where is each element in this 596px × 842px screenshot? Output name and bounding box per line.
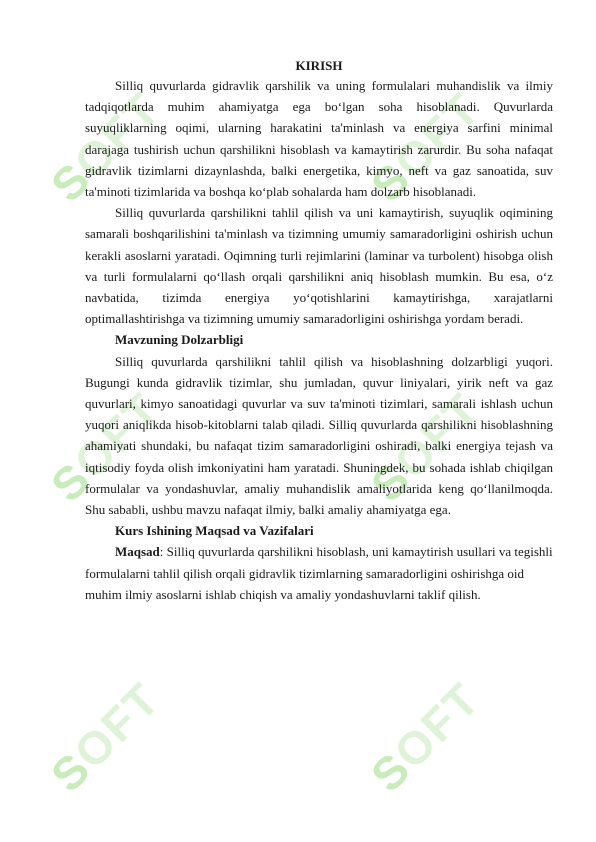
document-page xyxy=(85,56,553,605)
watermark-text: SOFT xyxy=(360,82,490,212)
goal-text: : Silliq quvurlarda qarshilikni hisoblash, uni kamaytirish usullari va tegishli formulalarni tahlil qilish orqali gidravlik tizimlarning samaradorligini oshirishga oid muhim ilmiy asoslarni ishlab chiqish va amaliy yondashuvlarni taklif qilish. xyxy=(85,544,553,602)
section-heading-goals: Kurs Ishining Maqsad va Vazifalari xyxy=(115,523,314,539)
intro-paragraph-2: Silliq quvurlarda qarshilikni tahlil qilish va uni kamaytirish, suyuqlik oqimining samarali boshqarilishini ta'minlash va tizimning umumiy samaradorligini oshirish uchun kerakli asoslarni yaratadi. Oqimning turli rejimlarini (laminar va turbolent) hisobga olish va turli formulalarni qo‘llash orqali qarshilikni aniq hisoblash mumkin. Bu esa, o‘z navbatida, tizimda energiya yo‘qotishlarini kamaytirishga, xarajatlarni optimallashtirishga va tizimning umumiy samaradorligini oshirishga yordam beradi. xyxy=(85,205,553,327)
watermark-text: SOFT xyxy=(360,672,490,802)
page-title: KIRISH xyxy=(295,58,343,73)
relevance-paragraph: Silliq quvurlarda qarshilikni tahlil qilish va hisoblashning dolzarbligi yuqori. Bugungi kunda gidravlik tizimlar, shu jumladan, quvur liniyalari, yirik neft va gaz quvurlari, kimyo sanoatidagi quvurlar va suv ta'minoti tizimlari, samarali ishlash uchun yuqori aniqlikda hisob-kitoblarni talab qiladi. Silliq quvurlarda qarshilikni hisoblashning ahamiyati shundaki, bu nafaqat tizim samaradorligini oshiradi, balki energiya tejash va iqtisodiy foyda olish imkoniyatini ham yaratadi. Shuningdek, bu sohada ishlab chiqilgan formulalar va yondashuvlar, amaliy muhandislik amaliyotlarida keng qo‘llanilmoqda. Shu sababli, ushbu mavzu nafaqat ilmiy, balki amaliy ahamiyatga ega. xyxy=(85,353,553,518)
intro-paragraph-1: Silliq quvurlarda gidravlik qarshilik va uning formulalari muhandislik va ilmiy tadqiqotlarda muhim ahamiyatga ega bo‘lgan soha hisoblanadi. Quvurlarda suyuqliklarning oqimi, ularning harakatini ta'minlash va energiya sarfini minimal darajaga tushirish uchun qarshilikni hisoblash va kamaytirish zarurdir. Bu soha nafaqat gidravlik tizimlarni dizaynlashda, balki energetika, kimyo, neft va gaz sanoatida, suv ta'minoti tizimlarida va boshqa ko‘plab sohalarda ham dolzarb hisoblanadi. xyxy=(85,78,553,200)
goal-paragraph xyxy=(85,541,553,605)
watermark-text: SOFT xyxy=(40,82,170,212)
watermark-text: SOFT xyxy=(40,672,170,802)
watermark-text: SOFT xyxy=(360,382,490,512)
section-heading-relevance: Mavzuning Dolzarbligi xyxy=(115,332,244,348)
watermark-text: SOFT xyxy=(40,382,170,512)
goal-label: Maqsad xyxy=(115,544,160,560)
